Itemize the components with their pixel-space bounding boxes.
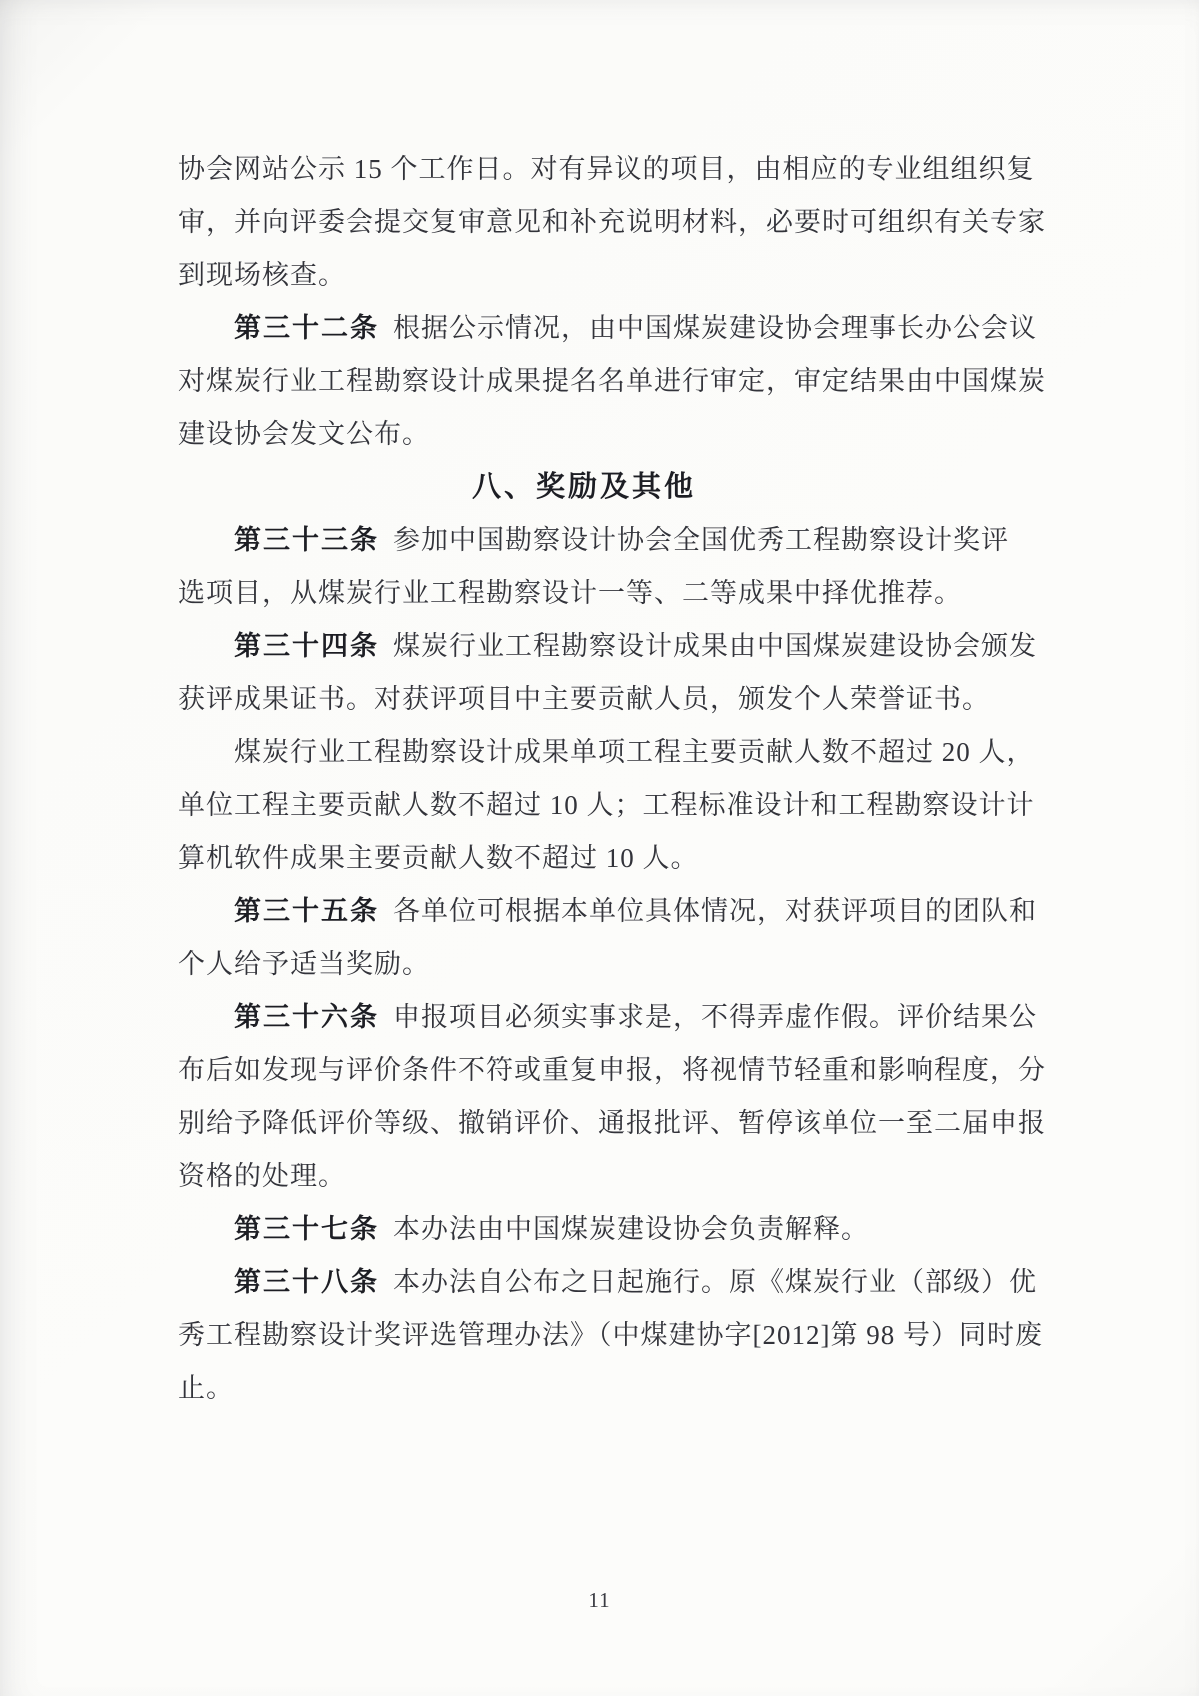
line-text: 秀工程勘察设计奖评选管理办法》（中煤建协字[2012]第 98 号）同时废 <box>178 1320 1043 1350</box>
line-text: 布后如发现与评价条件不符或重复申报，将视情节轻重和影响程度，分 <box>178 1055 1046 1085</box>
text-line <box>178 726 1035 779</box>
line-text: 止。 <box>178 1373 234 1403</box>
text-line <box>178 1097 1046 1150</box>
text-line <box>178 567 990 620</box>
text-line <box>178 673 990 726</box>
line-text: 建设协会发文公布。 <box>178 419 430 449</box>
line-text: 审，并向评委会提交复审意见和补充说明材料，必要时可组织有关专家 <box>178 207 1046 237</box>
text-line <box>178 196 1046 249</box>
line-text: 选项目，从煤炭行业工程勘察设计一等、二等成果中择优推荐。 <box>178 578 962 608</box>
line-text: 获评成果证书。对获评项目中主要贡献人员，颁发个人荣誉证书。 <box>178 684 990 714</box>
line-text: 参加中国勘察设计协会全国优秀工程勘察设计奖评 <box>393 525 1009 555</box>
text-line-article-35 <box>178 885 1037 938</box>
line-text: 煤炭行业工程勘察设计成果单项工程主要贡献人数不超过 20 人， <box>234 737 1035 767</box>
text-block <box>178 143 1046 1415</box>
text-line-article-38 <box>178 1256 1037 1309</box>
text-line <box>178 779 1035 832</box>
article-number: 第三十八条 <box>234 1267 379 1297</box>
text-line <box>178 938 990 991</box>
line-text: 个人给予适当奖励。 <box>178 949 430 979</box>
line-text: 协会网站公示 15 个工作日。对有异议的项目，由相应的专业组组织复 <box>178 154 1035 184</box>
text-line <box>178 249 990 302</box>
article-number: 第三十六条 <box>234 1002 379 1032</box>
text-line <box>178 1150 990 1203</box>
line-text: 各单位可根据本单位具体情况，对获评项目的团队和 <box>393 896 1037 926</box>
article-number: 第三十二条 <box>234 313 379 343</box>
text-line-article-32 <box>178 302 1037 355</box>
line-text: 本办法自公布之日起施行。原《煤炭行业（部级）优 <box>393 1267 1037 1297</box>
section-heading: 八、奖励及其他 <box>471 471 696 503</box>
text-line <box>178 1362 990 1415</box>
line-text: 算机软件成果主要贡献人数不超过 10 人。 <box>178 843 699 873</box>
text-line-article-34 <box>178 620 1037 673</box>
text-line-article-37 <box>178 1203 990 1256</box>
line-text: 别给予降低评价等级、撤销评价、通报批评、暂停该单位一至二届申报 <box>178 1108 1046 1138</box>
page-number: 11 <box>588 1588 611 1612</box>
line-text: 本办法由中国煤炭建设协会负责解释。 <box>393 1214 869 1244</box>
article-number: 第三十五条 <box>234 896 379 926</box>
text-line <box>178 143 1035 196</box>
line-text: 申报项目必须实事求是，不得弄虚作假。评价结果公 <box>393 1002 1037 1032</box>
line-text: 对煤炭行业工程勘察设计成果提名名单进行审定，审定结果由中国煤炭 <box>178 366 1046 396</box>
text-line <box>178 355 1046 408</box>
line-text: 单位工程主要贡献人数不超过 10 人；工程标准设计和工程勘察设计计 <box>178 790 1035 820</box>
text-line-article-33 <box>178 514 1009 567</box>
text-line <box>178 832 990 885</box>
article-number: 第三十七条 <box>234 1214 379 1244</box>
text-line <box>178 408 990 461</box>
line-text: 到现场核查。 <box>178 260 346 290</box>
text-line <box>178 1309 1043 1362</box>
line-text: 资格的处理。 <box>178 1161 346 1191</box>
text-line-article-36 <box>178 991 1037 1044</box>
line-text: 煤炭行业工程勘察设计成果由中国煤炭建设协会颁发 <box>393 631 1037 661</box>
line-text: 根据公示情况，由中国煤炭建设协会理事长办公会议 <box>393 313 1037 343</box>
article-number: 第三十三条 <box>234 525 379 555</box>
text-line <box>178 1044 1046 1097</box>
article-number: 第三十四条 <box>234 631 379 661</box>
